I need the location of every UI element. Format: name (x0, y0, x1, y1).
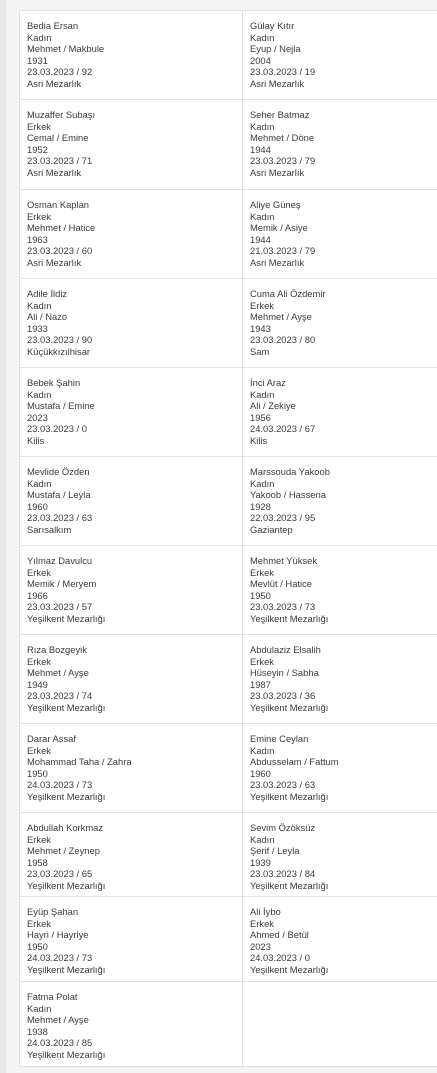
record-name: Abdullah Korkmaz (27, 822, 104, 833)
record-birth-year: 1950 (27, 940, 48, 952)
record-parents: Mohammad Taha / Zahra (27, 756, 132, 768)
record-date-age: 23.03.2023 / 90 (27, 334, 93, 346)
record-gender: Kadın (27, 477, 52, 489)
record-cemetery: Sarısalkım (27, 523, 72, 535)
record-parents: Mehmet / Zeynep (27, 845, 100, 857)
record-cemetery: Yeşilkent Mezarlığı (27, 879, 106, 891)
record-name: Emine Ceylan (250, 733, 309, 744)
record-birth-year: 1958 (27, 856, 48, 868)
record-name: Bebek Şahin (27, 377, 81, 388)
record-gender: Kadın (250, 744, 275, 756)
record-cemetery: Asri Mezarlık (250, 166, 305, 178)
record-cell (243, 813, 437, 897)
record-cemetery: Yeşilkent Mezarlığı (250, 790, 329, 802)
record-birth-year: 1960 (250, 767, 271, 779)
record-cell (243, 546, 437, 635)
record-date-age: 23.03.2023 / 63 (27, 512, 93, 524)
record-parents: Mehmet / Makbule (27, 43, 105, 55)
record-cell (243, 100, 437, 190)
record-name: Cuma Ali Özdemir (250, 288, 326, 299)
record-cemetery: Kilis (250, 434, 268, 446)
record-cemetery: Sam (250, 345, 270, 357)
record-date-age: 23.03.2023 / 80 (250, 334, 316, 346)
record-birth-year: 1938 (27, 1025, 48, 1037)
record-date-age: 23.03.2023 / 84 (250, 868, 316, 880)
record-cemetery: Yeşilkent Mezarlığı (27, 701, 106, 713)
record-cell (243, 724, 437, 813)
record-parents: Ahmed / Betül (250, 929, 309, 941)
empty-cell (243, 982, 437, 1067)
record-parents: Mevlüt / Hatice (250, 578, 312, 590)
record-cell (243, 279, 437, 368)
record-name: Mehmet Yüksek (250, 555, 318, 566)
record-gender: Kadın (250, 31, 275, 43)
record-date-age: 22.03.2023 / 95 (250, 512, 316, 524)
record-birth-year: 1960 (27, 500, 48, 512)
record-gender: Erkek (250, 566, 274, 578)
record-gender: Erkek (27, 655, 51, 667)
record-date-age: 23.03.2023 / 92 (27, 66, 93, 78)
record-cemetery: Yeşilkent Mezarlığı (27, 790, 106, 802)
record-cemetery: Yeşilkent Mezarlığı (27, 612, 106, 624)
record-gender: Kadın (250, 210, 275, 222)
record-parents: Yakoob / Hassena (250, 489, 326, 501)
record-cemetery: Yeşilkent Mezarlığı (27, 963, 106, 975)
record-parents: Mustafa / Leyla (27, 489, 91, 501)
record-parents: Ali / Nazo (27, 311, 68, 323)
record-date-age: 23.03.2023 / 36 (250, 690, 316, 702)
record-name: Eyüp Şahan (27, 906, 79, 917)
record-gender: Erkek (27, 833, 51, 845)
record-parents: Mehmet / Ayşe (27, 1014, 89, 1026)
record-parents: Mehmet / Hatice (27, 222, 96, 234)
record-date-age: 23.03.2023 / 73 (250, 601, 316, 613)
record-gender: Kadın (27, 1002, 52, 1014)
record-birth-year: 1939 (250, 856, 271, 868)
record-gender: Kadın (27, 31, 52, 43)
record-gender: Erkek (27, 566, 51, 578)
left-edge-strip (0, 0, 6, 1073)
record-cell (20, 724, 243, 813)
record-gender: Kadın (250, 388, 275, 400)
record-parents: Mehmet / Ayşe (27, 667, 89, 679)
record-gender: Erkek (27, 917, 51, 929)
record-cell (243, 368, 437, 457)
record-parents: Eyup / Nejla (250, 43, 301, 55)
record-birth-year: 1943 (250, 322, 271, 334)
record-cell (243, 897, 437, 982)
record-birth-year: 1944 (250, 143, 271, 155)
record-gender: Kadın (27, 299, 52, 311)
record-name: Muzaffer Subaşı (27, 109, 96, 120)
record-birth-year: 2023 (250, 940, 271, 952)
record-birth-year: 1933 (27, 322, 48, 334)
record-birth-year: 1944 (250, 233, 271, 245)
record-cemetery: Yeşilkent Mezarlığı (250, 879, 329, 891)
record-cemetery: Asri Mezarlık (250, 256, 305, 268)
record-date-age: 23.03.2023 / 0 (27, 423, 87, 435)
record-cemetery: Yeşilkent Mezarlığı (250, 612, 329, 624)
record-birth-year: 1952 (27, 143, 48, 155)
record-name: Gülay Kıtır (250, 20, 295, 31)
record-name: Adile İldiz (27, 288, 68, 299)
record-birth-year: 1950 (27, 767, 48, 779)
record-parents: Mehmet / Döne (250, 132, 315, 144)
record-date-age: 23.03.2023 / 79 (250, 155, 316, 167)
record-date-age: 24.03.2023 / 0 (250, 952, 310, 964)
record-cell (20, 100, 243, 190)
record-gender: Kadın (250, 477, 275, 489)
record-cell (20, 813, 243, 897)
record-cemetery: Asri Mezarlık (27, 166, 82, 178)
record-cell (20, 368, 243, 457)
record-gender: Erkek (27, 210, 51, 222)
record-parents: Hüseyin / Sabha (250, 667, 319, 679)
record-parents: Memik / Asiye (250, 222, 308, 234)
record-date-age: 24.03.2023 / 73 (27, 952, 93, 964)
record-birth-year: 1963 (27, 233, 48, 245)
record-name: Fatma Polat (27, 991, 78, 1002)
record-gender: Kadın (27, 388, 52, 400)
record-parents: Memik / Meryem (27, 578, 97, 590)
record-cell (243, 457, 437, 546)
record-birth-year: 2004 (250, 54, 271, 66)
record-cell (20, 635, 243, 724)
record-gender: Erkek (250, 917, 274, 929)
record-name: Ali İybo (250, 906, 281, 917)
record-parents: Abdusselam / Fattum (250, 756, 339, 768)
record-name: Sevim Özöksüz (250, 822, 316, 833)
record-name: Darar Assaf (27, 733, 76, 744)
record-cemetery: Kilis (27, 434, 45, 446)
record-date-age: 23.03.2023 / 19 (250, 66, 316, 78)
record-birth-year: 2023 (27, 411, 48, 423)
record-cemetery: Asri Mezarlık (250, 77, 305, 89)
record-name: Seher Batmaz (250, 109, 310, 120)
record-birth-year: 1950 (250, 589, 271, 601)
record-date-age: 21.03.2023 / 79 (250, 245, 316, 257)
record-date-age: 23.03.2023 / 74 (27, 690, 93, 702)
record-parents: Şerif / Leyla (250, 845, 300, 857)
record-cell (243, 190, 437, 279)
record-name: Osman Kaplan (27, 199, 90, 210)
record-date-age: 23.03.2023 / 57 (27, 601, 93, 613)
record-date-age: 23.03.2023 / 63 (250, 779, 316, 791)
record-name: Aliye Güneş (250, 199, 301, 210)
record-birth-year: 1931 (27, 54, 48, 66)
record-cell (20, 982, 243, 1067)
record-cemetery: Asri Mezarlık (27, 77, 82, 89)
record-name: İnci Araz (250, 377, 286, 388)
record-cemetery: Yeşilkent Mezarlığı (27, 1048, 106, 1060)
record-birth-year: 1928 (250, 500, 271, 512)
record-gender: Erkek (250, 655, 274, 667)
record-cell (20, 190, 243, 279)
record-cell (20, 897, 243, 982)
record-cemetery: Asri Mezarlık (27, 256, 82, 268)
record-gender: Kadın (250, 120, 275, 132)
record-cell (20, 457, 243, 546)
record-cemetery: Yeşilkent Mezarlığı (250, 963, 329, 975)
record-cell (20, 11, 243, 100)
record-cemetery: Gaziantep (250, 523, 293, 535)
record-date-age: 24.03.2023 / 85 (27, 1037, 93, 1049)
records-table (19, 10, 437, 1067)
record-parents: Mehmet / Ayşe (250, 311, 312, 323)
record-cell (20, 279, 243, 368)
record-cell (243, 635, 437, 724)
record-parents: Ali / Zekiye (250, 400, 296, 412)
record-cemetery: Küçükkızılhisar (27, 345, 91, 357)
record-name: Abdulaziz Elsalih (250, 644, 321, 655)
record-parents: Hayri / Hayriye (27, 929, 89, 941)
record-name: Marssouda Yakoob (250, 466, 330, 477)
record-date-age: 23.03.2023 / 65 (27, 868, 93, 880)
record-parents: Mustafa / Emine (27, 400, 95, 412)
record-date-age: 24.03.2023 / 73 (27, 779, 93, 791)
record-cemetery: Yeşilkent Mezarlığı (250, 701, 329, 713)
record-gender: Erkek (250, 299, 274, 311)
record-gender: Erkek (27, 120, 51, 132)
record-date-age: 24.03.2023 / 67 (250, 423, 316, 435)
record-name: Rıza Bozgeyik (27, 644, 87, 655)
record-birth-year: 1949 (27, 678, 48, 690)
record-birth-year: 1966 (27, 589, 48, 601)
record-cell (243, 11, 437, 100)
record-gender: Kadın (250, 833, 275, 845)
record-cell (20, 546, 243, 635)
record-date-age: 23.03.2023 / 71 (27, 155, 93, 167)
record-parents: Cemal / Emine (27, 132, 89, 144)
record-birth-year: 1987 (250, 678, 271, 690)
record-name: Yılmaz Davulcu (27, 555, 93, 566)
record-name: Bedia Ersan (27, 20, 79, 31)
record-name: Mevlide Özden (27, 466, 90, 477)
record-birth-year: 1956 (250, 411, 271, 423)
record-date-age: 23.03.2023 / 60 (27, 245, 93, 257)
record-gender: Erkek (27, 744, 51, 756)
